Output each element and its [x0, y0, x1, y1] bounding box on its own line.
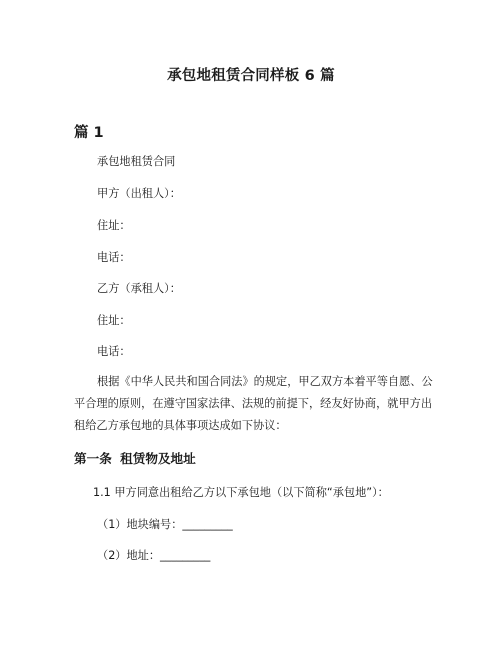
party-b-line: 乙方（承租人）：	[97, 282, 181, 295]
item-address: （2）地址：_________	[97, 549, 211, 562]
party-b-address-line: 住址：	[97, 314, 131, 327]
section-heading: 篇 1	[74, 125, 104, 141]
clause-1-1: 1.1 甲方同意出租给乙方以下承包地（以下简称“承包地”）：	[93, 486, 389, 499]
article-1-heading: 第一条 租赁物及地址	[74, 451, 196, 466]
party-a-phone-line: 电话：	[97, 251, 131, 264]
party-b-phone-line: 电话：	[97, 345, 131, 358]
document-title: 承包地租赁合同样板 6 篇	[167, 68, 335, 84]
item-plot-number: （1）地块编号：_________	[97, 518, 233, 531]
party-a-address-line: 住址：	[97, 219, 131, 232]
contract-name-line: 承包地租赁合同	[97, 155, 176, 168]
party-a-line: 甲方（出租人）：	[97, 187, 181, 200]
preamble-paragraph: 根据《中华人民共和国合同法》的规定，甲乙双方本着平等自愿、公平合理的原则，在遵守国家法律、法规的前提下，经友好协商，就甲方出租给乙方承包地的具体事项达成如下协议：	[74, 375, 433, 432]
